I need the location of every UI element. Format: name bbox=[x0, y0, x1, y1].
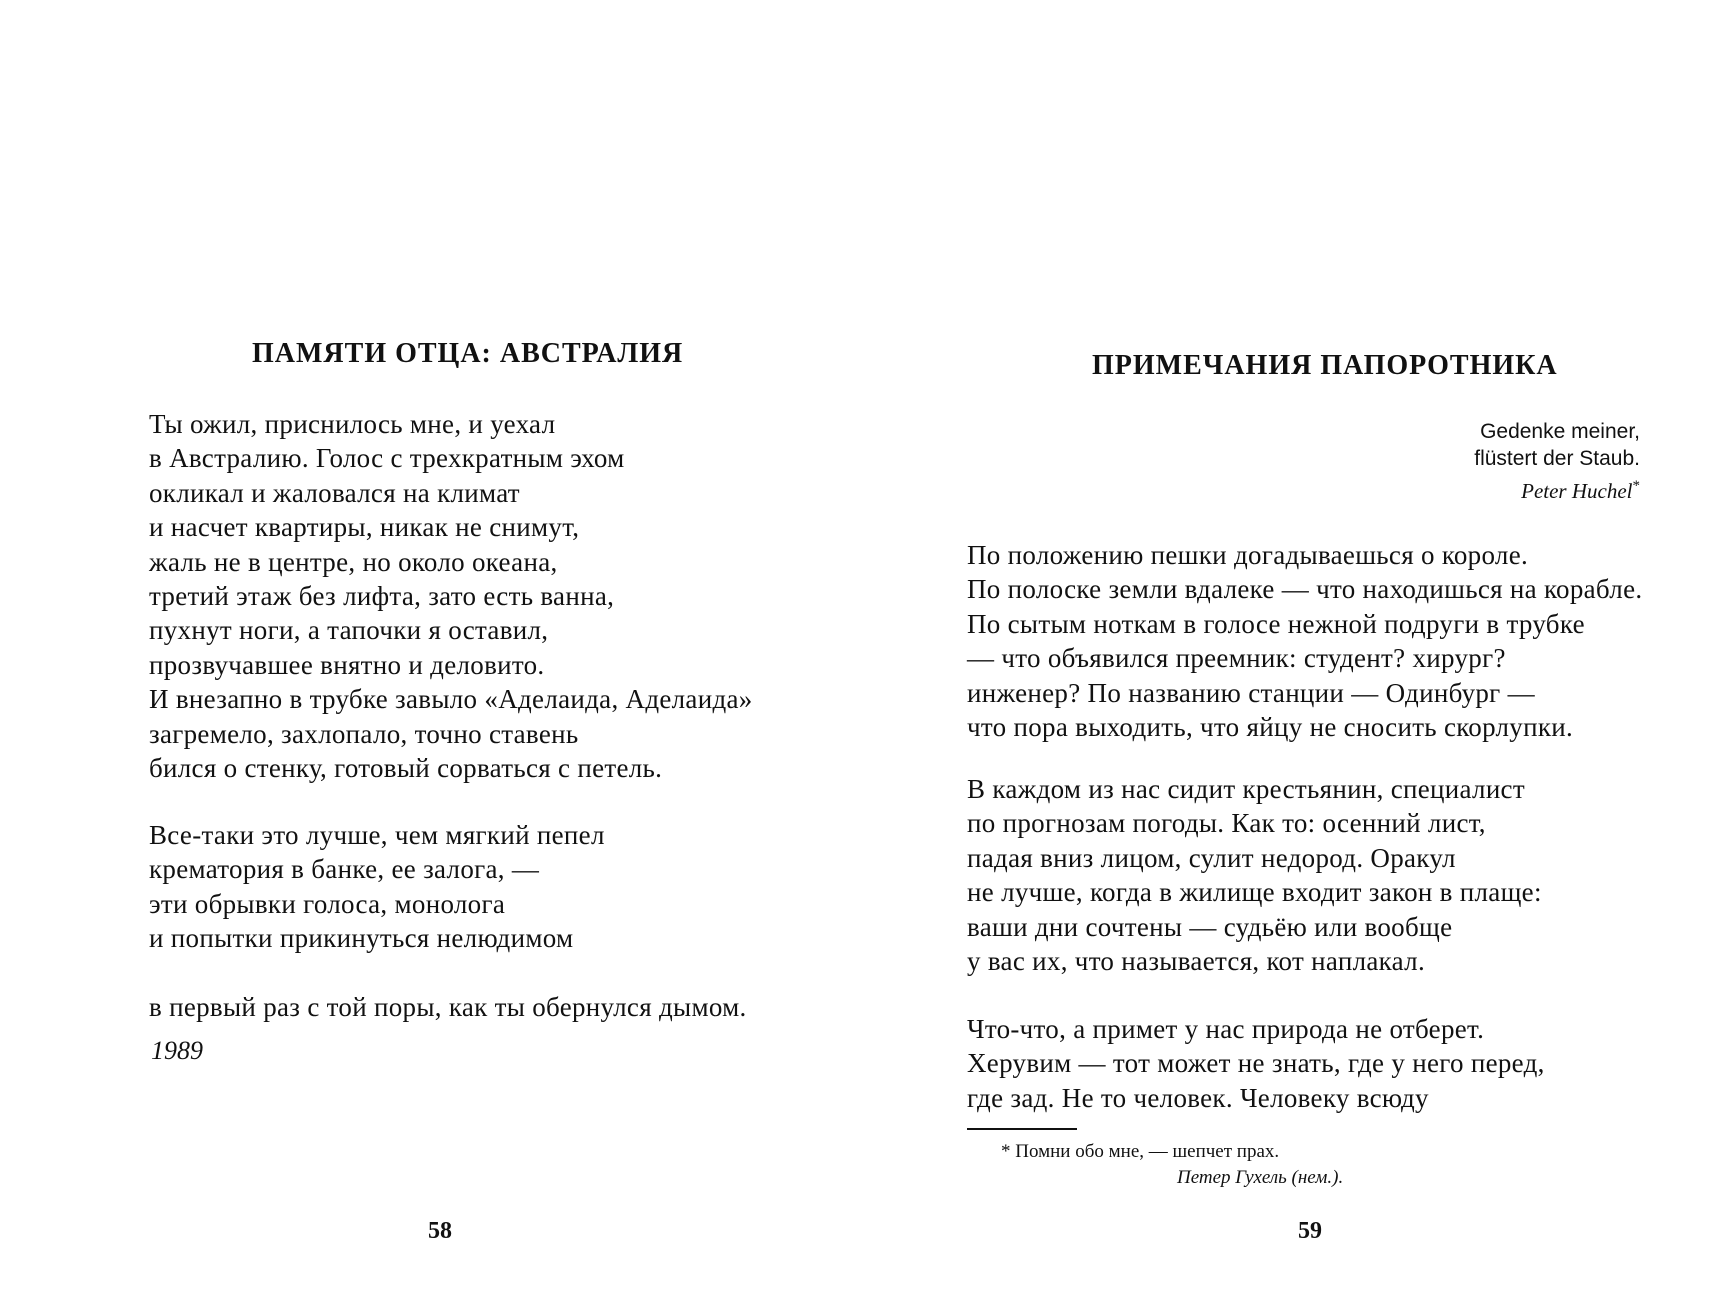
verse-line: прозвучавшее внятно и деловито. bbox=[149, 649, 545, 680]
poem-stanza bbox=[967, 538, 1642, 744]
footnote-divider bbox=[967, 1128, 1077, 1130]
verse-line: и попытки прикинуться нелюдимом bbox=[149, 923, 574, 954]
verse-line: Все-таки это лучше, чем мягкий пепел bbox=[149, 820, 605, 850]
verse-line: что пора выходить, что яйцу не сносить скорлупки. bbox=[967, 712, 1574, 743]
poem-stanza bbox=[967, 772, 1542, 978]
right-page bbox=[863, 0, 1726, 1313]
page-number: 58 bbox=[428, 1218, 452, 1244]
verse-line: по прогнозам погоды. Как то: осенний лист, bbox=[967, 808, 1486, 839]
epigraph-line: Gedenke meiner, bbox=[1480, 420, 1640, 443]
poem-year: 1989 bbox=[151, 1036, 203, 1065]
verse-line: загремело, захлопало, точно ставень bbox=[149, 718, 579, 749]
verse-line: По полоске земли вдалеке — что находишься на корабле. bbox=[967, 574, 1643, 605]
verse-line: окликал и жаловался на климат bbox=[149, 477, 520, 508]
epigraph bbox=[1474, 418, 1640, 505]
footnote-mark: * bbox=[1632, 478, 1640, 494]
verse-line: падая вниз лицом, сулит недород. Оракул bbox=[967, 842, 1456, 873]
verse-line: крематория в банке, ее залога, — bbox=[149, 854, 540, 885]
poem-stanza bbox=[149, 990, 747, 1024]
verse-line: По сытым ноткам в голосе нежной подруги в трубке bbox=[967, 608, 1585, 639]
verse-line: эти обрывки голоса, монолога bbox=[149, 888, 506, 919]
poem-stanza bbox=[149, 407, 753, 785]
verse-line: пухнут ноги, а тапочки я оставил, bbox=[149, 615, 549, 646]
verse-line: бился о стенку, готовый сорваться с петель. bbox=[149, 753, 663, 784]
verse-line: В каждом из нас сидит крестьянин, специалист bbox=[967, 774, 1525, 804]
verse-line: в Австралию. Голос с трехкратным эхом bbox=[149, 443, 625, 474]
verse-line: Херувим — тот может не знать, где у него перед, bbox=[967, 1048, 1545, 1079]
verse-line: где зад. Не то человек. Человеку всюду bbox=[967, 1082, 1429, 1113]
page-number: 59 bbox=[1298, 1218, 1322, 1244]
verse-line: не лучше, когда в жилище входит закон в плаще: bbox=[967, 877, 1542, 908]
verse-line: инженер? По названию станции — Одинбург — bbox=[967, 677, 1535, 708]
poem-title: ПРИМЕЧАНИЯ ПАПОРОТНИКА bbox=[1092, 350, 1558, 381]
footnote-author: Петер Гухель (нем.). bbox=[1177, 1167, 1344, 1188]
footnote bbox=[1001, 1139, 1343, 1191]
verse-line: Что-что, а примет у нас природа не отберет. bbox=[967, 1014, 1485, 1044]
footnote-text: * Помни обо мне, — шепчет прах. bbox=[1001, 1141, 1280, 1162]
epigraph-author bbox=[1474, 473, 1640, 505]
epigraph-author-name: Peter Huchel bbox=[1521, 479, 1633, 503]
poem-title: ПАМЯТИ ОТЦА: АВСТРАЛИЯ bbox=[252, 338, 684, 369]
poem-stanza bbox=[149, 818, 605, 956]
verse-line: И внезапно в трубке завыло «Аделаида, Аделаида» bbox=[149, 684, 753, 715]
verse-line: третий этаж без лифта, зато есть ванна, bbox=[149, 581, 615, 612]
verse-line: Ты ожил, приснилось мне, и уехал bbox=[149, 409, 556, 439]
verse-line: ваши дни сочтены — судьёю или вообще bbox=[967, 911, 1453, 942]
verse-line: жаль не в центре, но около океана, bbox=[149, 546, 558, 577]
verse-line: — что объявился преемник: студент? хирург? bbox=[967, 643, 1506, 674]
verse-line: и насчет квартиры, никак не снимут, bbox=[149, 512, 580, 543]
verse-line: в первый раз с той поры, как ты обернулся дымом. bbox=[149, 992, 747, 1022]
verse-line: у вас их, что называется, кот наплакал. bbox=[967, 946, 1425, 977]
epigraph-line: flüstert der Staub. bbox=[1474, 447, 1640, 470]
verse-line: По положению пешки догадываешься о короле. bbox=[967, 540, 1529, 570]
poem-stanza bbox=[967, 1012, 1545, 1115]
